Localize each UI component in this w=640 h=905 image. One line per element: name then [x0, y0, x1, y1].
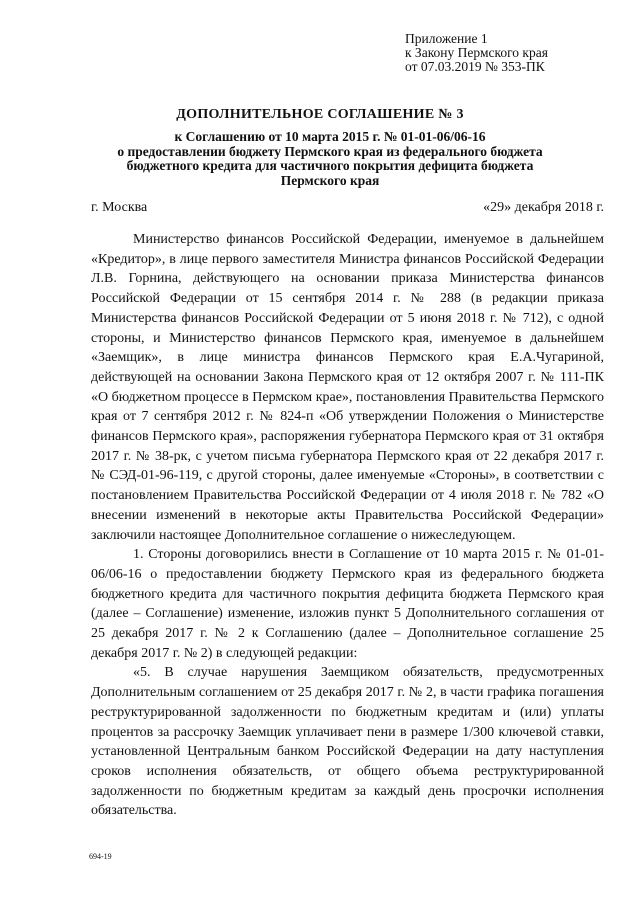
- agreement-body: [91, 230, 604, 821]
- subtitle-line-1: к Соглашению от 10 марта 2015 г. № 01-01-06/06-16: [174, 129, 486, 144]
- appendix-line-2: к Закону Пермского края: [405, 45, 548, 60]
- paragraph-item-5: «5. В случае нарушения Заемщиком обязательств, предусмотренных Дополнительным соглашением от 25 декабря 2017 г. № 2, в части графика погашения реструктурированной задолженности по бюджетным кредитам и (или) уплаты процентов за рассрочку Заемщик уплачивает пени в размере 1/300 ключевой ставки, установленной Центральным банком Российской Федерации на дату наступления сроков исполнения обязательств, от общего объема реструктурированной задолженности по бюджетным кредитам за каждый день просрочки исполнения обязательства.: [91, 665, 604, 819]
- document-subtitle: [60, 130, 600, 188]
- document-title: ДОПОЛНИТЕЛЬНОЕ СОГЛАШЕНИЕ № 3: [176, 107, 464, 122]
- subtitle-line-3: бюджетного кредита для частичного покрытия дефицита бюджета: [126, 158, 534, 173]
- agreement-date: «29» декабря 2018 г.: [483, 200, 604, 215]
- subtitle-line-4: Пермского края: [280, 172, 380, 188]
- appendix-note: [405, 32, 548, 74]
- subtitle-line-2: о предоставлении бюджету Пермского края из федерального бюджета: [117, 143, 543, 159]
- paragraph-item-1: 1. Стороны договорились внести в Соглашение от 10 марта 2015 г. № 01-01-06/06-16 о предоставлении бюджету Пермского края из федерального бюджета бюджетного кредита для частичного покрытия дефицита бюджета Пермского края (далее – Соглашение) изменение, изложив пункт 5 Дополнительного соглашения от 25 декабря 2017 г. № 2 к Соглашению (далее – Дополнительное соглашение 25 декабря 2017 г. № 2) в следующей редакции:: [91, 547, 604, 661]
- paragraph-parties: Министерство финансов Российской Федерации, именуемое в дальнейшем «Кредитор», в лице первого заместителя Министра финансов Российской Федерации Л.В. Горнина, действующего на основании приказа Министерства финансов Российской Федерации от 15 сентября 2014 г. № 288 (в редакции приказа Министерства финансов Российской Федерации от 5 июня 2018 г. № 712), с одной стороны, и Министерство финансов Пермского края, именуемое в дальнейшем «Заемщик», в лице министра финансов Пермского края Е.А.Чугариной, действующей на основании Закона Пермского края от 12 октября 2007 г. № 111-ПК «О бюджетном процессе в Пермском крае», постановления Правительства Пермского края от 7 сентября 2012 г. № 824-п «Об утверждении Положения о Министерстве финансов Пермского края», распоряжения губернатора Пермского края от 31 октября 2017 г. № 38-рк, с учетом письма губернатора Пермского края от 22 декабря 2017 г. № СЭД-01-96-119, с другой стороны, далее именуемые «Стороны», в соответствии с постановлением Правительства Российской Федерации от 4 июля 2018 г. № 782 «О внесении изменений в некоторые акты Правительства Российской Федерации» заключили настоящее Дополнительное соглашение о нижеследующем.: [91, 232, 604, 543]
- appendix-line-1: Приложение 1: [405, 31, 488, 46]
- place: г. Москва: [91, 200, 148, 215]
- place-date-row: [91, 200, 604, 216]
- footer-code: 694-19: [89, 852, 112, 861]
- appendix-line-3: от 07.03.2019 № 353-ПК: [405, 59, 545, 74]
